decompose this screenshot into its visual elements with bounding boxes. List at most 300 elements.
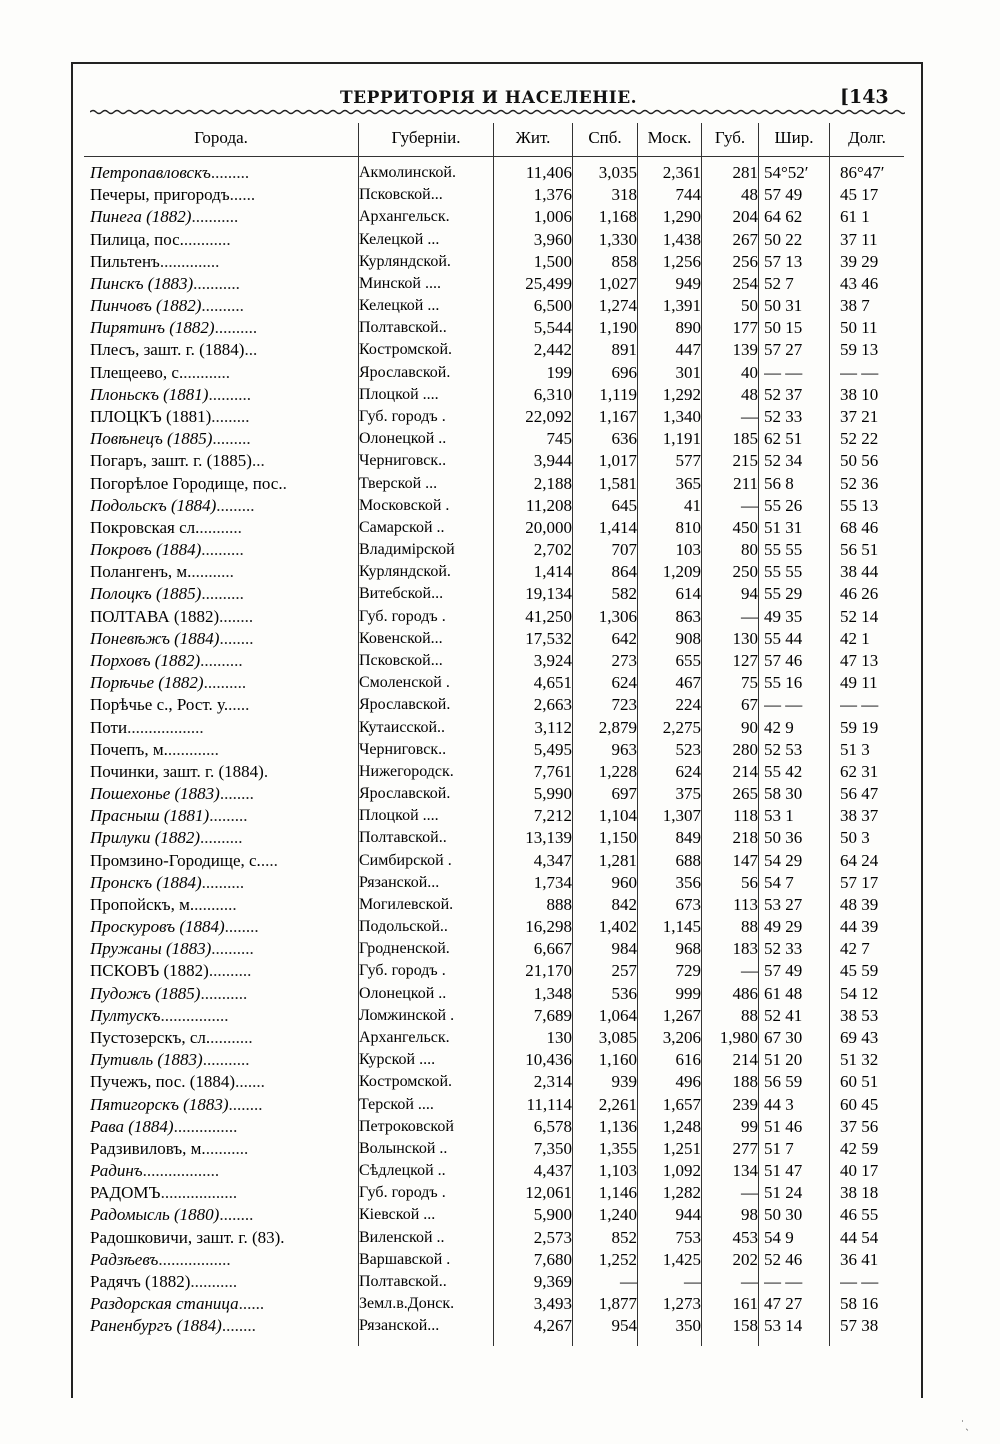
distance-gub-cell: — xyxy=(741,406,758,426)
population-cell: 3,944 xyxy=(533,451,572,471)
city-cell xyxy=(90,184,360,206)
leader-dots: ........... xyxy=(202,1050,250,1070)
population-cell: 16,298 xyxy=(525,917,572,937)
longitude-cell: 60 51 xyxy=(840,1072,879,1092)
province-cell: Могилевской. xyxy=(359,895,454,913)
distance-moscow-cell: 523 xyxy=(675,739,701,759)
city-name: РАДОМЪ xyxy=(90,1183,161,1203)
distance-spb-cell: 1,160 xyxy=(598,1050,637,1070)
distance-gub-cell: 113 xyxy=(733,894,758,914)
city-cell xyxy=(90,1071,360,1093)
distance-moscow-cell: 968 xyxy=(675,939,701,959)
distance-moscow-cell: 103 xyxy=(675,540,701,560)
table-row xyxy=(84,827,906,849)
city-cell xyxy=(90,473,360,495)
table-row xyxy=(84,450,906,472)
population-cell: 11,406 xyxy=(525,163,572,182)
table-row xyxy=(84,916,906,938)
province-cell: Келецкой ... xyxy=(359,297,440,315)
latitude-cell: 52 33 xyxy=(764,939,803,959)
latitude-cell: 54 29 xyxy=(764,850,803,870)
longitude-cell: 48 39 xyxy=(840,894,879,914)
province-cell: Кутаисской.. xyxy=(359,718,446,736)
latitude-cell: 57 13 xyxy=(764,251,803,271)
latitude-cell: 51 47 xyxy=(764,1161,803,1181)
leader-dots: ........ xyxy=(219,606,254,626)
population-cell: 5,990 xyxy=(533,784,572,804)
population-cell: 2,573 xyxy=(533,1227,572,1247)
distance-gub-cell: 67 xyxy=(741,695,758,715)
population-cell: 13,139 xyxy=(525,828,572,848)
table-row xyxy=(84,317,906,339)
distance-gub-cell: 48 xyxy=(741,185,758,205)
leader-dots: .......... xyxy=(210,1028,253,1048)
distance-moscow-cell: 944 xyxy=(675,1205,701,1225)
province-cell: Подольской.. xyxy=(359,918,448,936)
distance-gub-cell: 1,980 xyxy=(719,1028,758,1048)
population-cell: 2,663 xyxy=(533,695,572,715)
city-name: Пинскъ (1883) xyxy=(90,273,194,293)
distance-moscow-cell: 673 xyxy=(675,894,701,914)
table-row xyxy=(84,1138,906,1160)
table-row xyxy=(84,561,906,583)
province-cell: Олонецкой .. xyxy=(359,430,447,448)
leader-dots: ........... xyxy=(183,229,231,249)
leader-dots: .......... xyxy=(191,562,234,582)
distance-spb-cell: 1,136 xyxy=(598,1116,637,1136)
population-cell: 5,495 xyxy=(533,739,572,759)
city-cell xyxy=(90,827,360,849)
city-name: Повѣнецъ (1885) xyxy=(90,429,213,449)
distance-gub-cell: 98 xyxy=(741,1205,758,1225)
distance-gub-cell: 88 xyxy=(741,917,758,937)
city-cell xyxy=(90,1027,360,1049)
leader-dots: .......... xyxy=(205,1138,249,1158)
distance-moscow-cell: 467 xyxy=(675,673,701,693)
distance-spb-cell: 1,877 xyxy=(598,1294,637,1314)
distance-spb-cell: 1,146 xyxy=(598,1183,637,1203)
leader-dots: .......... xyxy=(201,584,244,604)
latitude-cell: 52 34 xyxy=(764,451,803,471)
distance-moscow-cell: 1,251 xyxy=(662,1138,701,1158)
leader-dots: .................. xyxy=(160,1183,238,1203)
city-name: Поти xyxy=(90,717,128,737)
col-header-population: Жит. xyxy=(515,128,551,147)
city-name: Подольскъ (1884) xyxy=(90,495,217,515)
longitude-cell: 54 12 xyxy=(840,983,879,1003)
province-cell: Плоцкой .... xyxy=(359,807,439,825)
province-cell: Губ. городъ . xyxy=(359,962,446,980)
distance-moscow-cell: 496 xyxy=(675,1072,701,1092)
distance-moscow-cell: 1,092 xyxy=(662,1161,701,1181)
city-cell xyxy=(90,805,360,827)
distance-spb-cell: 1,228 xyxy=(598,761,637,781)
latitude-cell: 54 9 xyxy=(764,1227,794,1247)
city-name: Радячъ (1882) xyxy=(90,1272,191,1291)
city-cell xyxy=(90,783,360,805)
city-cell xyxy=(90,295,360,317)
longitude-cell: 46 55 xyxy=(840,1205,879,1225)
longitude-cell: — — xyxy=(840,695,879,715)
city-name: Погорѣлое Городище, пос. xyxy=(90,473,283,493)
distance-moscow-cell: 616 xyxy=(675,1050,701,1070)
distance-gub-cell: 214 xyxy=(732,761,758,781)
province-cell: Ломжинской . xyxy=(359,1006,455,1024)
latitude-cell: 55 16 xyxy=(764,673,803,693)
latitude-cell: 67 30 xyxy=(764,1028,803,1048)
distance-gub-cell: — xyxy=(741,961,758,981)
distance-spb-cell: 1,027 xyxy=(598,273,637,293)
distance-moscow-cell: 753 xyxy=(675,1227,701,1247)
header-rule xyxy=(84,156,904,157)
longitude-cell: 38 18 xyxy=(840,1183,879,1203)
distance-spb-cell: 1,355 xyxy=(598,1138,637,1158)
longitude-cell: 36 41 xyxy=(840,1249,879,1269)
distance-gub-cell: 256 xyxy=(732,251,758,271)
city-cell xyxy=(90,317,360,339)
longitude-cell: 59 13 xyxy=(840,340,879,360)
longitude-cell: 56 47 xyxy=(840,784,879,804)
city-cell xyxy=(90,1049,360,1071)
population-cell: 745 xyxy=(546,429,572,449)
distance-moscow-cell: 350 xyxy=(675,1316,701,1336)
latitude-cell: 53 27 xyxy=(764,894,803,914)
city-name: Путивль (1883) xyxy=(90,1050,203,1070)
distance-moscow-cell: 1,256 xyxy=(662,251,701,271)
city-name: Прилуки (1882) xyxy=(90,828,201,848)
province-cell: Черниговск.. xyxy=(359,452,447,470)
population-cell: 888 xyxy=(546,894,572,914)
table-row xyxy=(84,473,906,495)
leader-dots: ............ xyxy=(167,739,219,759)
distance-spb-cell: 1,240 xyxy=(598,1205,637,1225)
table-row xyxy=(84,1049,906,1071)
leader-dots: .......... xyxy=(201,872,245,892)
distance-spb-cell: 1,150 xyxy=(598,828,637,848)
population-cell: 1,376 xyxy=(533,185,572,205)
city-name: Пильтенъ xyxy=(90,251,160,271)
latitude-cell: 49 29 xyxy=(764,917,803,937)
decorative-wavy-rule xyxy=(90,105,905,119)
population-cell: 22,092 xyxy=(525,406,572,426)
distance-gub-cell: 214 xyxy=(732,1050,758,1070)
leader-dots: ......... xyxy=(211,406,250,426)
distance-moscow-cell: 356 xyxy=(675,872,701,892)
distance-spb-cell: 1,103 xyxy=(598,1161,637,1181)
longitude-cell: 43 46 xyxy=(840,273,879,293)
leader-dots: .......... xyxy=(201,296,244,316)
table-row xyxy=(84,1160,906,1182)
latitude-cell: 56 59 xyxy=(764,1072,803,1092)
population-cell: 2,188 xyxy=(533,473,572,493)
city-cell xyxy=(90,162,360,184)
table-row xyxy=(84,184,906,206)
longitude-cell: 42 1 xyxy=(840,628,870,648)
table-row xyxy=(84,850,906,872)
distance-moscow-cell: 949 xyxy=(675,273,701,293)
table-row xyxy=(84,983,906,1005)
distance-gub-cell: 265 xyxy=(732,784,758,804)
city-cell xyxy=(90,1315,360,1337)
province-cell: Сѣдлецкой .. xyxy=(359,1162,446,1180)
leader-dots: .................. xyxy=(127,717,204,737)
province-cell: Костромской. xyxy=(359,1073,453,1091)
city-name: Пирятинъ (1882) xyxy=(90,318,215,338)
distance-gub-cell: 40 xyxy=(741,362,758,382)
distance-spb-cell: 273 xyxy=(611,650,637,670)
province-cell: Петроковской xyxy=(359,1117,454,1135)
distance-moscow-cell: 1,267 xyxy=(662,1005,701,1025)
distance-spb-cell: 645 xyxy=(611,495,637,515)
distance-moscow-cell: 1,340 xyxy=(662,406,701,426)
leader-dots: ... xyxy=(251,451,265,471)
city-cell xyxy=(90,1204,360,1226)
latitude-cell: 52 7 xyxy=(764,273,794,293)
longitude-cell: 39 29 xyxy=(840,251,879,271)
province-cell: Келецкой ... xyxy=(359,230,440,248)
distance-moscow-cell: 999 xyxy=(675,983,701,1003)
population-cell: 10,436 xyxy=(525,1050,572,1070)
table-row xyxy=(84,406,906,428)
col-header-gub: Губ. xyxy=(714,128,746,147)
leader-dots: ........ xyxy=(221,1316,256,1336)
longitude-cell: 42 59 xyxy=(840,1138,879,1158)
population-cell: 1,348 xyxy=(533,983,572,1003)
province-cell: Смоленской . xyxy=(359,674,450,692)
leader-dots: .......... xyxy=(200,650,243,670)
province-cell: Ярославской. xyxy=(359,785,451,803)
distance-moscow-cell: 224 xyxy=(675,695,701,715)
latitude-cell: — — xyxy=(764,1272,803,1291)
latitude-cell: 54°52′ xyxy=(764,163,809,182)
table-row xyxy=(84,384,906,406)
province-cell: Кіевской ... xyxy=(359,1206,436,1224)
distance-gub-cell: 204 xyxy=(732,207,758,227)
table-row xyxy=(84,805,906,827)
city-name: Пинчовъ (1882) xyxy=(90,296,202,316)
city-name: Пучежъ, пос. (1884) xyxy=(90,1072,236,1092)
leader-dots: ......... xyxy=(216,495,255,515)
latitude-cell: 52 46 xyxy=(764,1249,803,1269)
distance-gub-cell: 239 xyxy=(732,1094,758,1114)
latitude-cell: 51 20 xyxy=(764,1050,803,1070)
city-cell xyxy=(90,539,360,561)
population-cell: 5,900 xyxy=(533,1205,572,1225)
city-name: Пултускъ xyxy=(90,1005,161,1025)
province-cell: Виленской .. xyxy=(359,1228,445,1246)
province-cell: Губ. городъ . xyxy=(359,407,446,425)
city-cell xyxy=(90,206,360,228)
longitude-cell: 37 11 xyxy=(840,229,878,249)
distance-gub-cell: 185 xyxy=(732,429,758,449)
longitude-cell: 49 11 xyxy=(840,673,878,693)
table-row xyxy=(84,517,906,539)
population-cell: 199 xyxy=(546,362,572,382)
latitude-cell: 49 35 xyxy=(764,606,803,626)
distance-spb-cell: — xyxy=(620,1272,637,1291)
distance-moscow-cell: 447 xyxy=(675,340,701,360)
distance-gub-cell: 88 xyxy=(741,1005,758,1025)
city-cell xyxy=(90,1005,360,1027)
distance-gub-cell: 250 xyxy=(732,562,758,582)
city-name: Пудожъ (1885) xyxy=(90,983,201,1003)
province-cell: Ковенской... xyxy=(359,629,443,647)
city-cell xyxy=(90,983,360,1005)
distance-spb-cell: 963 xyxy=(611,739,637,759)
distance-gub-cell: 139 xyxy=(732,340,758,360)
population-cell: 6,500 xyxy=(533,296,572,316)
city-cell xyxy=(90,938,360,960)
city-cell xyxy=(90,894,360,916)
province-cell: Губ. городъ . xyxy=(359,607,446,625)
leader-dots: ..... xyxy=(228,695,250,715)
distance-moscow-cell: 1,292 xyxy=(662,384,701,404)
distance-moscow-cell: 863 xyxy=(675,606,701,626)
table-row xyxy=(84,1005,906,1027)
distance-moscow-cell: 1,657 xyxy=(662,1094,701,1114)
col-header-moscow: Моск. xyxy=(647,128,692,147)
table-row xyxy=(84,872,906,894)
population-cell: 7,212 xyxy=(533,806,572,826)
distance-gub-cell: 267 xyxy=(732,229,758,249)
latitude-cell: 56 8 xyxy=(764,473,794,493)
distance-moscow-cell: 614 xyxy=(675,584,701,604)
longitude-cell: 37 21 xyxy=(840,406,879,426)
city-name: Плещеево, с. xyxy=(90,362,184,382)
longitude-cell: 45 17 xyxy=(840,185,879,205)
city-cell xyxy=(90,384,360,406)
leader-dots: ......... xyxy=(210,163,250,182)
distance-spb-cell: 2,261 xyxy=(598,1094,637,1114)
city-cell xyxy=(90,561,360,583)
distance-gub-cell: 211 xyxy=(733,473,758,493)
city-cell xyxy=(90,339,360,361)
distance-spb-cell: 1,306 xyxy=(598,606,637,626)
latitude-cell: 64 62 xyxy=(764,207,803,227)
leader-dots: ......... xyxy=(209,806,248,826)
population-cell: 19,134 xyxy=(525,584,572,604)
longitude-cell: 68 46 xyxy=(840,517,879,537)
leader-dots: ........... xyxy=(183,362,230,382)
city-cell xyxy=(90,1227,360,1249)
distance-moscow-cell: 577 xyxy=(675,451,701,471)
city-cell xyxy=(90,517,360,539)
table-row xyxy=(84,1249,906,1271)
distance-spb-cell: 939 xyxy=(611,1072,637,1092)
distance-spb-cell: 1,330 xyxy=(598,229,637,249)
city-cell xyxy=(90,694,360,716)
city-name: Пинега (1882) xyxy=(90,207,192,227)
distance-gub-cell: 118 xyxy=(733,806,758,826)
population-cell: 6,578 xyxy=(533,1116,572,1136)
city-cell xyxy=(90,428,360,450)
city-name: Радзивиловъ, м. xyxy=(90,1138,206,1158)
leader-dots: .............. xyxy=(159,251,220,271)
leader-dots: .... xyxy=(260,850,278,870)
population-cell: 2,314 xyxy=(533,1072,572,1092)
latitude-cell: 61 48 xyxy=(764,983,803,1003)
distance-spb-cell: 1,274 xyxy=(598,296,637,316)
latitude-cell: 51 7 xyxy=(764,1138,794,1158)
distance-moscow-cell: 744 xyxy=(675,185,701,205)
city-cell xyxy=(90,606,360,628)
distance-gub-cell: 215 xyxy=(732,451,758,471)
city-name: Покровская сл. xyxy=(90,517,200,537)
city-name: Промзино-Городище, с. xyxy=(90,850,261,870)
distance-moscow-cell: 375 xyxy=(675,784,701,804)
table-row xyxy=(84,761,906,783)
city-name: Пустозерскъ, сл. xyxy=(90,1028,211,1048)
city-name: Полангенъ, м. xyxy=(90,562,192,582)
distance-moscow-cell: 1,438 xyxy=(662,229,701,249)
leader-dots: .......... xyxy=(194,894,237,914)
leader-dots: ........... xyxy=(200,983,248,1003)
population-cell: 41,250 xyxy=(525,606,572,626)
province-cell: Нижегородск. xyxy=(359,762,454,780)
population-cell: 7,350 xyxy=(533,1138,572,1158)
distance-moscow-cell: 624 xyxy=(675,761,701,781)
distance-spb-cell: 1,190 xyxy=(598,318,637,338)
distance-gub-cell: 177 xyxy=(732,318,758,338)
distance-moscow-cell: 41 xyxy=(684,495,701,515)
longitude-cell: 58 16 xyxy=(840,1294,879,1314)
latitude-cell: 50 22 xyxy=(764,229,803,249)
city-cell xyxy=(90,251,360,273)
city-cell xyxy=(90,1116,360,1138)
leader-dots: ................ xyxy=(160,1005,229,1025)
population-cell: 3,493 xyxy=(533,1294,572,1314)
city-name: Раненбургъ (1884) xyxy=(90,1316,222,1336)
distance-moscow-cell: 1,191 xyxy=(662,429,701,449)
province-cell: Плоцкой .... xyxy=(359,385,439,403)
city-name: Плесъ, зашт. г. (1884) xyxy=(90,340,245,360)
longitude-cell: 52 14 xyxy=(840,606,879,626)
table-row xyxy=(84,1182,906,1204)
latitude-cell: 51 31 xyxy=(764,517,803,537)
population-cell: 21,170 xyxy=(525,961,572,981)
leader-dots: . xyxy=(263,761,269,781)
province-cell: Ярославской. xyxy=(359,363,451,381)
distance-gub-cell: — xyxy=(741,1183,758,1203)
distance-gub-cell: 94 xyxy=(741,584,758,604)
city-cell xyxy=(90,1293,360,1315)
province-cell: Полтавской.. xyxy=(359,829,447,847)
distance-moscow-cell: 1,145 xyxy=(662,917,701,937)
longitude-cell: 38 10 xyxy=(840,384,879,404)
table-row xyxy=(84,650,906,672)
city-cell xyxy=(90,717,360,739)
distance-gub-cell: — xyxy=(741,495,758,515)
table-row xyxy=(84,539,906,561)
running-title: ТЕРРИТОРІЯ И НАСЕЛЕНІЕ. xyxy=(340,88,638,108)
city-name: Починки, зашт. г. (1884) xyxy=(90,761,264,781)
province-cell: Псковской... xyxy=(359,651,443,669)
leader-dots: ....... xyxy=(235,1072,265,1092)
province-cell: Тверской ... xyxy=(359,474,438,492)
province-cell: Московской . xyxy=(359,496,450,514)
leader-dots: ...... xyxy=(238,1294,265,1314)
leader-dots: ........ xyxy=(228,1094,263,1114)
city-cell xyxy=(90,273,360,295)
page-number: [143 xyxy=(840,86,889,108)
city-name: Прасныш (1881) xyxy=(90,806,210,826)
table-row xyxy=(84,672,906,694)
col-header-spb: Спб. xyxy=(588,128,622,147)
leader-dots: .......... xyxy=(201,540,244,560)
distance-moscow-cell: 1,209 xyxy=(662,562,701,582)
distance-moscow-cell: 1,425 xyxy=(662,1249,701,1269)
population-cell: 7,761 xyxy=(533,761,572,781)
